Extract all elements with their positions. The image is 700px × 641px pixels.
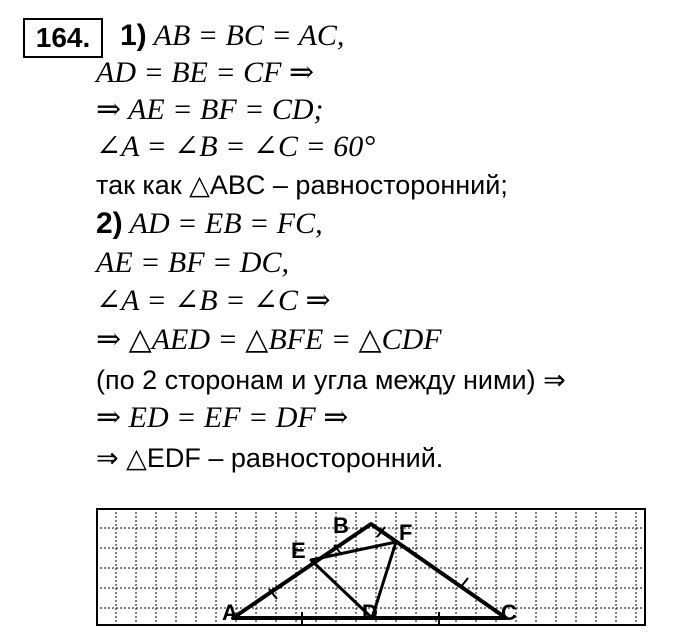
triangle-edf	[311, 542, 396, 618]
solution-line-9	[96, 322, 442, 358]
solution-line-7	[96, 245, 289, 281]
solution-line-3	[96, 92, 324, 128]
solution-line-5	[96, 167, 508, 203]
solution-line-10	[96, 362, 566, 398]
solution-line-12	[96, 440, 443, 476]
solution-line-8	[96, 283, 331, 319]
line-text: ⇒ △AED = △BFE = △CDF	[96, 323, 442, 356]
line-text: ∠A = ∠B = ∠C ⇒	[96, 284, 331, 317]
solution-line-2	[96, 55, 314, 91]
line-text: AE = BF = DC,	[96, 246, 289, 279]
point-label-b: B	[333, 513, 349, 538]
line-text: так как △ABC – равносторонний;	[96, 170, 508, 200]
solution-line-6	[96, 206, 323, 242]
point-label-d: D	[362, 600, 378, 625]
line-text: ⇒ ED = EF = DF ⇒	[96, 401, 349, 434]
point-label-c: C	[501, 600, 517, 625]
triangle-figure	[96, 508, 646, 626]
point-label-a: A	[222, 600, 238, 625]
line-text: ∠A = ∠B = ∠C = 60°	[96, 130, 376, 163]
step-marker-2: 2)	[96, 207, 123, 240]
step-marker-1: 1)	[120, 19, 147, 52]
point-label-e: E	[291, 538, 306, 563]
line-text: ⇒ △EDF – равносторонний.	[96, 443, 444, 473]
solution-line-11	[96, 400, 348, 436]
line-text: AD = BE = CF ⇒	[96, 56, 315, 89]
solution-line-4	[96, 129, 375, 165]
solution-line-1	[120, 18, 344, 54]
line-text: AB = BC = AC,	[153, 19, 345, 52]
problem-number: 164.	[23, 18, 103, 58]
line-text: ⇒ AE = BF = CD;	[96, 93, 324, 126]
line-text: (по 2 сторонам и угла между ними) ⇒	[96, 365, 566, 395]
line-text: AD = EB = FC,	[129, 207, 323, 240]
point-label-f: F	[399, 520, 413, 545]
